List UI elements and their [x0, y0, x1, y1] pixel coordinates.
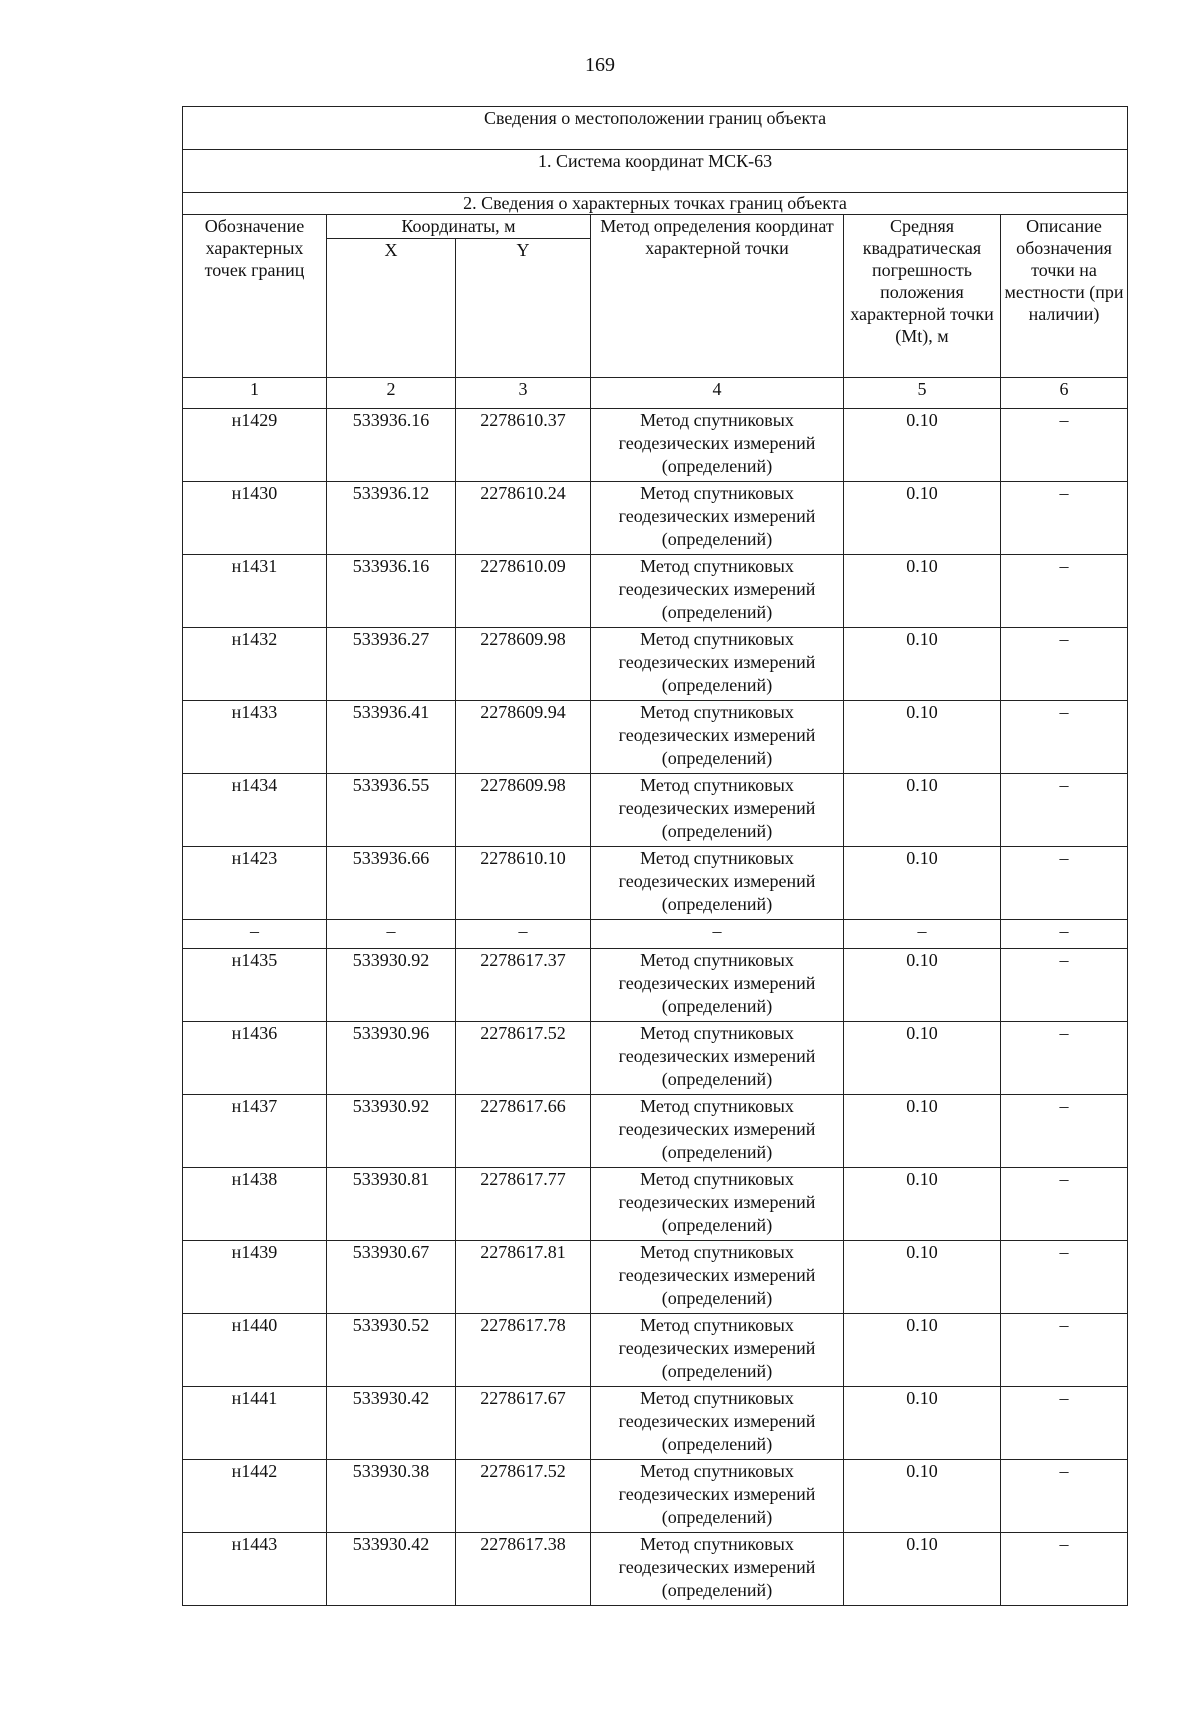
table-row [183, 555, 1128, 628]
y-coordinate-cell: 2278617.66 [456, 1095, 591, 1168]
method-cell [591, 1168, 844, 1241]
method-text-line: Метод спутниковых [640, 483, 794, 503]
method-cell [591, 1314, 844, 1387]
method-cell [591, 482, 844, 555]
method-text-line: геодезических измерений [618, 1265, 816, 1285]
method-text-line: Метод спутниковых [640, 775, 794, 795]
description-cell: – [1001, 1314, 1128, 1387]
x-coordinate-cell: 533936.27 [327, 628, 456, 701]
method-text-line: (определений) [661, 1215, 773, 1235]
method-cell [591, 1387, 844, 1460]
point-id-cell: н1432 [183, 628, 327, 701]
separator-dash-cell: – [456, 920, 591, 949]
description-cell: – [1001, 1387, 1128, 1460]
column-number: 5 [844, 378, 1001, 409]
method-text-line: (определений) [661, 1434, 773, 1454]
method-text-line: Метод спутниковых [640, 1096, 794, 1116]
method-cell [591, 1460, 844, 1533]
method-cell [591, 949, 844, 1022]
description-cell: – [1001, 1460, 1128, 1533]
description-cell: – [1001, 701, 1128, 774]
method-cell [591, 1022, 844, 1095]
table-row [183, 409, 1128, 482]
column-number: 4 [591, 378, 844, 409]
method-text-line: геодезических измерений [618, 652, 816, 672]
accuracy-cell: 0.10 [844, 1095, 1001, 1168]
point-id-cell: н1440 [183, 1314, 327, 1387]
separator-dash-cell: – [1001, 920, 1128, 949]
table-row [183, 482, 1128, 555]
y-coordinate-cell: 2278609.98 [456, 774, 591, 847]
separator-dash-cell: – [183, 920, 327, 949]
y-coordinate-cell: 2278617.78 [456, 1314, 591, 1387]
y-coordinate-cell: 2278617.67 [456, 1387, 591, 1460]
column-number: 6 [1001, 378, 1128, 409]
method-text-line: (определений) [661, 1288, 773, 1308]
y-coordinate-cell: 2278617.81 [456, 1241, 591, 1314]
table-row [183, 949, 1128, 1022]
method-text-line: геодезических измерений [618, 798, 816, 818]
method-text-line: геодезических измерений [618, 1338, 816, 1358]
accuracy-cell: 0.10 [844, 409, 1001, 482]
x-coordinate-cell: 533930.42 [327, 1387, 456, 1460]
header-description: Описание обозначения точки на местности (при наличии) [1001, 215, 1128, 378]
x-coordinate-cell: 533936.12 [327, 482, 456, 555]
point-id-cell: н1434 [183, 774, 327, 847]
method-text-line: (определений) [661, 996, 773, 1016]
method-text-line: Метод спутниковых [640, 1534, 794, 1554]
method-text-line: Метод спутниковых [640, 702, 794, 722]
method-cell [591, 701, 844, 774]
point-id-cell: н1441 [183, 1387, 327, 1460]
table-title: Сведения о местоположении границ объекта [183, 107, 1128, 150]
method-text-line: геодезических измерений [618, 973, 816, 993]
method-text-line: Метод спутниковых [640, 1315, 794, 1335]
method-text-line: Метод спутниковых [640, 1169, 794, 1189]
point-id-cell: н1436 [183, 1022, 327, 1095]
accuracy-cell: 0.10 [844, 555, 1001, 628]
point-id-cell: н1442 [183, 1460, 327, 1533]
point-id-cell: н1443 [183, 1533, 327, 1606]
method-text-line: Метод спутниковых [640, 556, 794, 576]
point-id-cell: н1423 [183, 847, 327, 920]
method-text-line: (определений) [661, 1069, 773, 1089]
accuracy-cell: 0.10 [844, 949, 1001, 1022]
x-coordinate-cell: 533930.42 [327, 1533, 456, 1606]
column-numbers-row [183, 378, 1128, 409]
method-text-line: (определений) [661, 529, 773, 549]
description-cell: – [1001, 1533, 1128, 1606]
description-cell: – [1001, 1095, 1128, 1168]
point-id-cell: н1438 [183, 1168, 327, 1241]
x-coordinate-cell: 533930.96 [327, 1022, 456, 1095]
method-text-line: геодезических измерений [618, 506, 816, 526]
method-cell [591, 409, 844, 482]
method-text-line: (определений) [661, 1142, 773, 1162]
method-text-line: (определений) [661, 456, 773, 476]
method-text-line: (определений) [661, 1507, 773, 1527]
method-text-line: Метод спутниковых [640, 1023, 794, 1043]
description-cell: – [1001, 1241, 1128, 1314]
method-text-line: (определений) [661, 748, 773, 768]
separator-dash-cell: – [591, 920, 844, 949]
point-id-cell: н1435 [183, 949, 327, 1022]
table-row [183, 1095, 1128, 1168]
coordinate-system: 1. Система координат МСК-63 [183, 150, 1128, 193]
accuracy-cell: 0.10 [844, 701, 1001, 774]
y-coordinate-cell: 2278610.24 [456, 482, 591, 555]
table-row [183, 701, 1128, 774]
table-row [183, 628, 1128, 701]
description-cell: – [1001, 1022, 1128, 1095]
method-text-line: Метод спутниковых [640, 1242, 794, 1262]
table-row [183, 1241, 1128, 1314]
x-coordinate-cell: 533936.16 [327, 555, 456, 628]
accuracy-cell: 0.10 [844, 1460, 1001, 1533]
accuracy-cell: 0.10 [844, 1314, 1001, 1387]
column-number: 3 [456, 378, 591, 409]
point-id-cell: н1429 [183, 409, 327, 482]
method-text-line: (определений) [661, 821, 773, 841]
method-text-line: Метод спутниковых [640, 410, 794, 430]
page-number: 169 [585, 54, 615, 76]
point-id-cell: н1430 [183, 482, 327, 555]
description-cell: – [1001, 949, 1128, 1022]
y-coordinate-cell: 2278617.38 [456, 1533, 591, 1606]
method-text-line: геодезических измерений [618, 579, 816, 599]
accuracy-cell: 0.10 [844, 1387, 1001, 1460]
x-coordinate-cell: 533930.81 [327, 1168, 456, 1241]
method-text-line: геодезических измерений [618, 1411, 816, 1431]
method-cell [591, 1241, 844, 1314]
table-row [183, 847, 1128, 920]
description-cell: – [1001, 482, 1128, 555]
separator-row [183, 920, 1128, 949]
x-coordinate-cell: 533930.92 [327, 949, 456, 1022]
x-coordinate-cell: 533930.92 [327, 1095, 456, 1168]
method-text-line: геодезических измерений [618, 433, 816, 453]
point-id-cell: н1439 [183, 1241, 327, 1314]
separator-dash-cell: – [327, 920, 456, 949]
header-method: Метод определения координат характерной точки [591, 215, 844, 378]
y-coordinate-cell: 2278609.98 [456, 628, 591, 701]
method-text-line: геодезических измерений [618, 1119, 816, 1139]
accuracy-cell: 0.10 [844, 847, 1001, 920]
method-text-line: Метод спутниковых [640, 950, 794, 970]
point-id-cell: н1431 [183, 555, 327, 628]
description-cell: – [1001, 409, 1128, 482]
accuracy-cell: 0.10 [844, 482, 1001, 555]
method-cell [591, 774, 844, 847]
y-coordinate-cell: 2278610.37 [456, 409, 591, 482]
accuracy-cell: 0.10 [844, 1241, 1001, 1314]
method-text-line: геодезических измерений [618, 725, 816, 745]
y-coordinate-cell: 2278610.09 [456, 555, 591, 628]
method-text-line: Метод спутниковых [640, 848, 794, 868]
description-cell: – [1001, 628, 1128, 701]
method-text-line: геодезических измерений [618, 871, 816, 891]
point-id-cell: н1433 [183, 701, 327, 774]
y-coordinate-cell: 2278617.52 [456, 1460, 591, 1533]
description-cell: – [1001, 774, 1128, 847]
y-coordinate-cell: 2278609.94 [456, 701, 591, 774]
y-coordinate-cell: 2278610.10 [456, 847, 591, 920]
y-coordinate-cell: 2278617.77 [456, 1168, 591, 1241]
x-coordinate-cell: 533936.41 [327, 701, 456, 774]
description-cell: – [1001, 555, 1128, 628]
method-text-line: Метод спутниковых [640, 1461, 794, 1481]
table-row [183, 774, 1128, 847]
method-text-line: (определений) [661, 1580, 773, 1600]
accuracy-cell: 0.10 [844, 1022, 1001, 1095]
y-coordinate-cell: 2278617.52 [456, 1022, 591, 1095]
table-row [183, 1314, 1128, 1387]
point-id-cell: н1437 [183, 1095, 327, 1168]
table-row [183, 1460, 1128, 1533]
table-row [183, 1387, 1128, 1460]
method-text-line: (определений) [661, 1361, 773, 1381]
description-cell: – [1001, 847, 1128, 920]
method-text-line: геодезических измерений [618, 1484, 816, 1504]
method-text-line: (определений) [661, 602, 773, 622]
method-text-line: Метод спутниковых [640, 629, 794, 649]
x-coordinate-cell: 533930.52 [327, 1314, 456, 1387]
table-row [183, 1022, 1128, 1095]
accuracy-cell: 0.10 [844, 628, 1001, 701]
column-number: 2 [327, 378, 456, 409]
section-title: 2. Сведения о характерных точках границ объекта [183, 193, 1128, 215]
separator-dash-cell: – [844, 920, 1001, 949]
method-cell [591, 1095, 844, 1168]
accuracy-cell: 0.10 [844, 1168, 1001, 1241]
column-number: 1 [183, 378, 327, 409]
method-cell [591, 847, 844, 920]
x-coordinate-cell: 533936.66 [327, 847, 456, 920]
x-coordinate-cell: 533930.67 [327, 1241, 456, 1314]
table-row [183, 1168, 1128, 1241]
header-designation: Обозначение характерных точек границ [183, 215, 327, 378]
x-coordinate-cell: 533930.38 [327, 1460, 456, 1533]
method-cell [591, 1533, 844, 1606]
boundary-points-table [182, 106, 1128, 1606]
method-text-line: геодезических измерений [618, 1557, 816, 1577]
header-x: X [327, 239, 456, 378]
method-text-line: геодезических измерений [618, 1046, 816, 1066]
description-cell: – [1001, 1168, 1128, 1241]
y-coordinate-cell: 2278617.37 [456, 949, 591, 1022]
header-y: Y [456, 239, 591, 378]
method-cell [591, 555, 844, 628]
header-coordinates: Координаты, м [327, 215, 591, 239]
x-coordinate-cell: 533936.16 [327, 409, 456, 482]
method-text-line: (определений) [661, 675, 773, 695]
table-row [183, 1533, 1128, 1606]
method-text-line: геодезических измерений [618, 1192, 816, 1212]
method-cell [591, 628, 844, 701]
method-text-line: Метод спутниковых [640, 1388, 794, 1408]
accuracy-cell: 0.10 [844, 1533, 1001, 1606]
accuracy-cell: 0.10 [844, 774, 1001, 847]
method-text-line: (определений) [661, 894, 773, 914]
x-coordinate-cell: 533936.55 [327, 774, 456, 847]
header-accuracy: Средняя квадратическая погрешность положения характерной точки (Mt), м [844, 215, 1001, 378]
